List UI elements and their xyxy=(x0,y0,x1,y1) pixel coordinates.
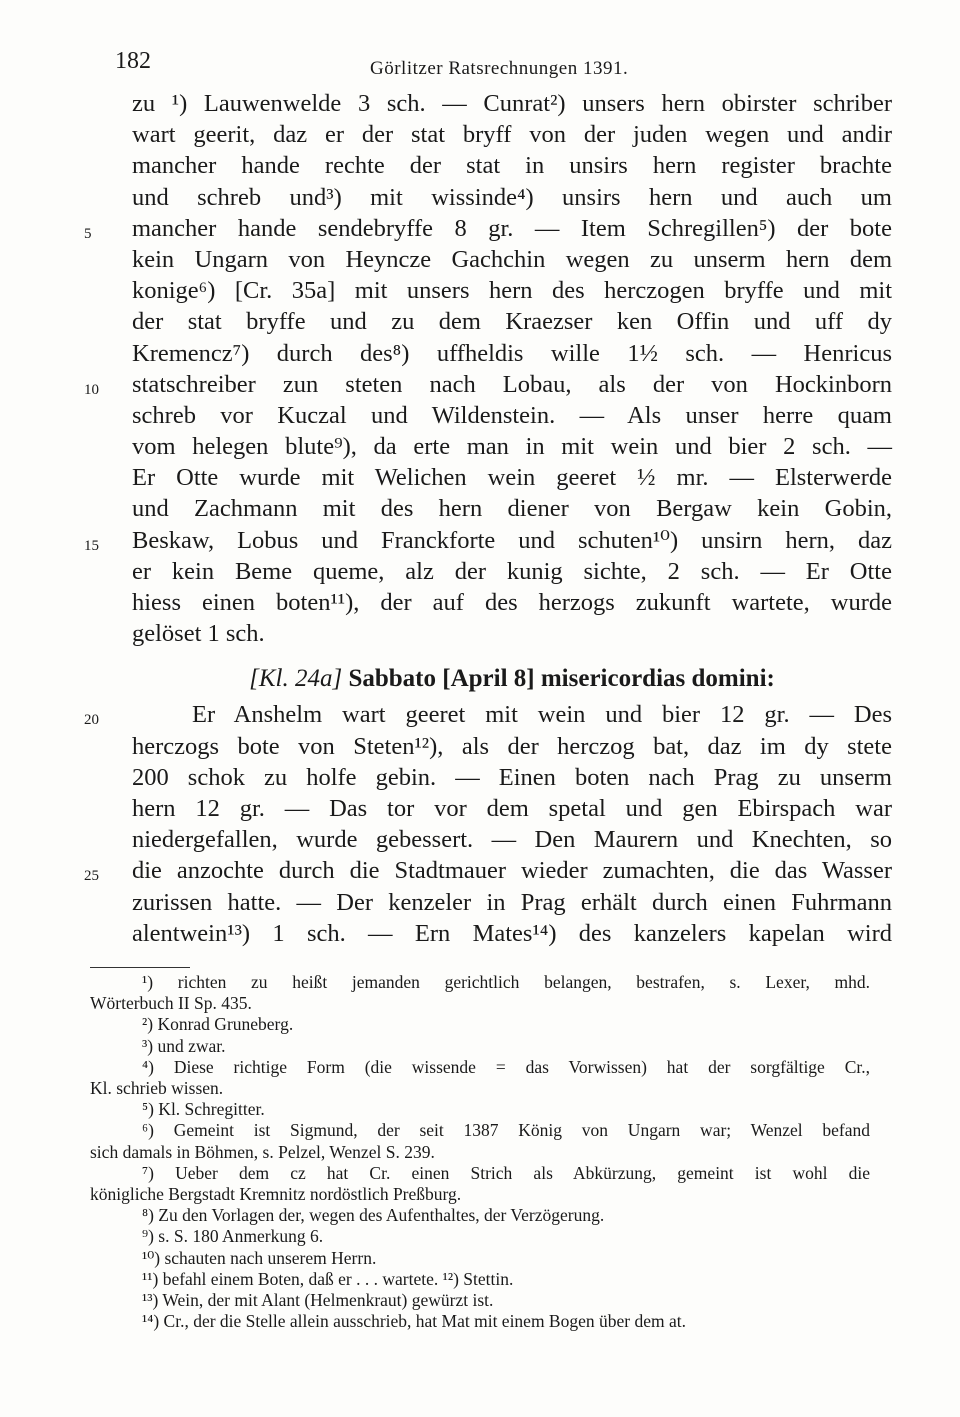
line-text: und Zachmann mit des hern diener von Bergaw kein Gobin, xyxy=(132,495,892,523)
footnote: ¹¹) befahl einem Boten, daß er . . . wartete. ¹²) Stettin. xyxy=(142,1268,514,1289)
text-line xyxy=(132,918,892,949)
text-line xyxy=(132,462,892,493)
footnote-divider xyxy=(90,967,190,968)
line-text: die anzochte durch die Stadtmauer wieder zumachten, die das Wasser xyxy=(132,857,892,885)
footnotes xyxy=(90,972,870,1332)
text-line xyxy=(132,887,892,918)
text-line xyxy=(132,556,892,587)
footnote: ¹⁰) schauten nach unserem Herrn. xyxy=(142,1247,377,1268)
main-text xyxy=(84,88,892,949)
line-text: kein Ungarn von Heyncze Gachchin wegen zu unserm hern dem xyxy=(132,245,892,273)
text-line xyxy=(132,275,892,306)
text-line xyxy=(132,306,892,337)
text-line xyxy=(132,493,892,524)
footnote: ⁵) Kl. Schregitter. xyxy=(142,1099,265,1120)
text-line xyxy=(84,525,892,556)
line-text: statschreiber zun steten nach Lobau, als der von Hockinborn xyxy=(132,370,892,398)
text-line xyxy=(132,119,892,150)
heading-reference: [Kl. 24a] xyxy=(249,665,343,693)
line-number: 10 xyxy=(84,381,99,398)
section-heading xyxy=(132,649,892,699)
line-text: der stat bryffe und zu dem Kraezser ken Offin und uff dy xyxy=(132,308,892,336)
text-line xyxy=(84,855,892,886)
line-text: Beskaw, Lobus und Franckforte und schuten¹⁰) unsirn hern, daz xyxy=(132,526,892,554)
line-text: Kremencz⁷) durch des⁸) uffheldis wille 1½ sch. — Henricus xyxy=(132,339,892,367)
line-text: mancher hande rechte der stat in unsirs hern register brachte xyxy=(132,152,892,180)
line-number: 25 xyxy=(84,868,99,885)
line-text: und schreb und³) mit wissinde⁴) unsirs hern und auch um xyxy=(132,183,892,211)
line-text: vom helegen blute⁹), da erte man in mit wein und bier 2 sch. — xyxy=(132,433,892,461)
text-line xyxy=(132,338,892,369)
footnote: ¹³) Wein, der mit Alant (Helmenkraut) gewürzt ist. xyxy=(142,1290,494,1311)
line-text: mancher hande sendebryffe 8 gr. — Item Schregillen⁵) der bote xyxy=(132,214,892,242)
line-text: zu ¹) Lauwenwelde 3 sch. — Cunrat²) unsers hern obirster schriber xyxy=(132,90,892,117)
line-number: 20 xyxy=(84,712,99,729)
text-line xyxy=(84,213,892,244)
footnote: ⁸) Zu den Vorlagen der, wegen des Aufenthaltes, der Verzögerung. xyxy=(142,1205,605,1226)
footnote: ⁹) s. S. 180 Anmerkung 6. xyxy=(142,1226,324,1247)
footnote: ²) Konrad Gruneberg. xyxy=(142,1014,294,1035)
footnote: sich damals in Böhmen, s. Pelzel, Wenzel S. 239. xyxy=(90,1141,435,1162)
line-text: schreb vor Kuczal und Wildenstein. — Als unser herre quam xyxy=(132,401,892,429)
text-line xyxy=(132,587,892,618)
footnote: ⁷) Ueber dem cz hat Cr. einen Strich als Abkürzung, gemeint ist wohl die xyxy=(142,1162,870,1183)
line-text: konige⁶) [Cr. 35a] mit unsers hern des herczogen bryffe und mit xyxy=(132,277,892,305)
footnote: ⁶) Gemeint ist Sigmund, der seit 1387 König von Ungarn war; Wenzel befand xyxy=(142,1120,870,1141)
line-text: zurissen hatte. — Der kenzeler in Prag erhält durch einen Fuhrmann xyxy=(132,888,892,916)
footnote: Kl. schrieb wissen. xyxy=(90,1078,224,1099)
line-text: 200 schok zu holfe gebin. — Einen boten nach Prag zu unserm xyxy=(132,763,892,791)
page-number: 182 xyxy=(115,48,151,74)
line-number: 5 xyxy=(84,225,92,242)
text-line xyxy=(132,731,892,762)
line-text: hiess einen boten¹¹), der auf des herzogs zukunft wartete, wurde xyxy=(132,589,892,616)
running-title: Görlitzer Ratsrechnungen 1391. xyxy=(370,58,629,79)
text-line xyxy=(132,150,892,181)
text-line xyxy=(132,762,892,793)
line-text: herczogs bote von Steten¹²), als der herczog bat, daz im dy stete xyxy=(132,732,892,760)
heading-text: Sabbato [April 8] misericordias domini: xyxy=(348,665,775,693)
line-text: gelöset 1 sch. xyxy=(132,620,265,648)
text-line xyxy=(132,618,892,649)
line-text: hern 12 gr. — Das tor vor dem spetal und gen Ebirspach war xyxy=(132,794,892,822)
footnote: ³) und zwar. xyxy=(142,1035,226,1056)
line-number: 15 xyxy=(84,537,99,554)
text-line xyxy=(84,369,892,400)
footnote: ¹) richten zu heißt jemanden gerichtlich belangen, bestrafen, s. Lexer, mhd. xyxy=(142,972,870,992)
line-text: niedergefallen, wurde gebessert. — Den Maurern und Knechten, so xyxy=(132,826,892,854)
text-line xyxy=(132,793,892,824)
line-text: Er Anshelm wart geeret mit wein und bier 12 gr. — Des xyxy=(192,701,892,729)
line-text: alentwein¹³) 1 sch. — Ern Mates¹⁴) des kanzelers kapelan wird xyxy=(132,919,892,947)
footnote: ⁴) Diese richtige Form (die wissende = das Vorwissen) hat der sorgfältige Cr., xyxy=(142,1056,870,1077)
line-text: Er Otte wurde mit Welichen wein geeret ½ mr. — Elsterwerde xyxy=(132,464,892,492)
text-line xyxy=(132,88,892,119)
text-line xyxy=(84,699,892,730)
footnote: Wörterbuch II Sp. 435. xyxy=(90,993,252,1014)
text-line xyxy=(132,431,892,462)
footnote: königliche Bergstadt Kremnitz nordöstlich Preßburg. xyxy=(90,1184,462,1205)
text-line xyxy=(132,244,892,275)
footnote: ¹⁴) Cr., der die Stelle allein ausschrieb, hat Mat mit einem Bogen über dem at. xyxy=(142,1311,686,1332)
text-line xyxy=(132,824,892,855)
text-line xyxy=(132,400,892,431)
line-text: er kein Beme queme, alz der kunig sichte, 2 sch. — Er Otte xyxy=(132,557,892,585)
line-text: wart geerit, daz er der stat bryff von der juden wegen und andir xyxy=(132,121,892,149)
text-line xyxy=(132,182,892,213)
